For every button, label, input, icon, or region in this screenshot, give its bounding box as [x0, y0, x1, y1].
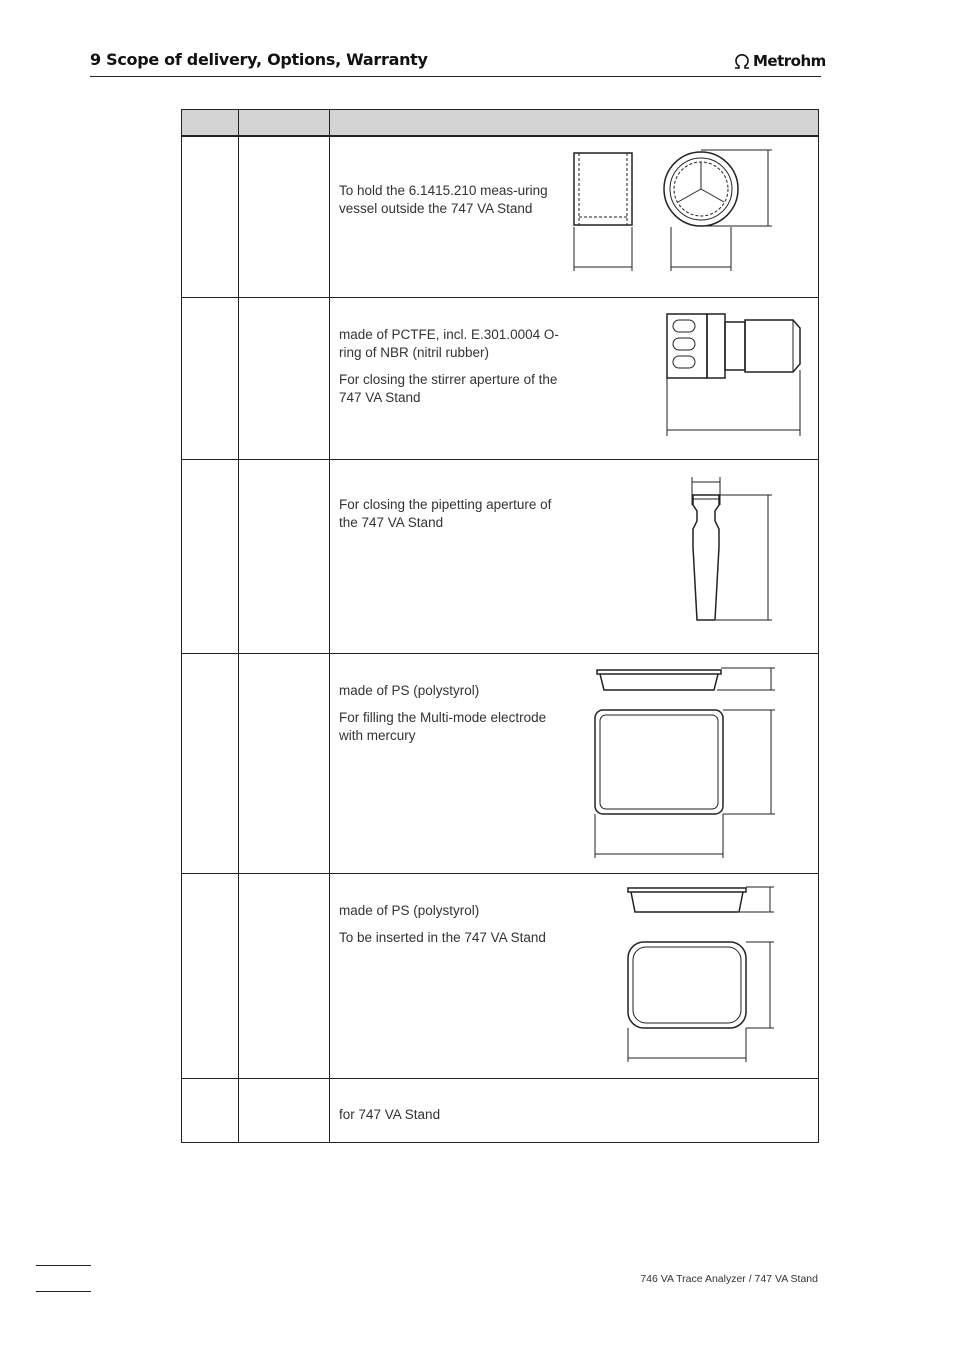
table-row [182, 137, 818, 298]
logo-text: Metrohm [753, 52, 826, 70]
table-row [182, 460, 818, 654]
header-rule [90, 76, 821, 77]
row-description [339, 902, 559, 956]
footer-rule [36, 1265, 91, 1266]
row-description [339, 182, 559, 227]
row-description [339, 682, 559, 754]
vessel-holder-drawing [567, 145, 782, 275]
description-text: made of PS (polystyrol) [339, 683, 480, 698]
description-text: made of PS (polystyrol) [339, 903, 480, 918]
description-text: made of PCTFE, incl. E.301.0004 O-ring of NBR (nitril rubber) [339, 327, 559, 360]
table-row [182, 1079, 818, 1143]
table-header-row [182, 110, 818, 137]
delivery-table [181, 109, 819, 1143]
description-text: for 747 VA Stand [339, 1107, 441, 1122]
description-text: To hold the 6.1415.210 meas-uring vessel outside the 747 VA Stand [339, 183, 548, 216]
omega-icon [733, 52, 751, 70]
footer-rule [36, 1291, 91, 1292]
metrohm-logo [733, 50, 826, 72]
footer-text: 746 VA Trace Analyzer / 747 VA Stand [640, 1273, 818, 1285]
description-text: For closing the stirrer aperture of the 747 VA Stand [339, 372, 558, 405]
table-row [182, 298, 818, 460]
page-title: 9 Scope of delivery, Options, Warranty [90, 50, 428, 69]
table-row [182, 654, 818, 874]
pipetting-stopper-drawing [682, 475, 782, 635]
row-description [339, 326, 559, 416]
insert-tray-drawing [622, 882, 782, 1072]
description-text: To be inserted in the 747 VA Stand [339, 930, 546, 945]
description-text: For closing the pipetting aperture of the 747 VA Stand [339, 497, 552, 530]
description-text: For filling the Multi-mode electrode with mercury [339, 710, 547, 743]
row-description [339, 496, 559, 541]
row-description [339, 1106, 559, 1133]
table-row [182, 874, 818, 1079]
stirrer-stopper-drawing [657, 310, 807, 440]
filling-tray-drawing [587, 662, 787, 872]
